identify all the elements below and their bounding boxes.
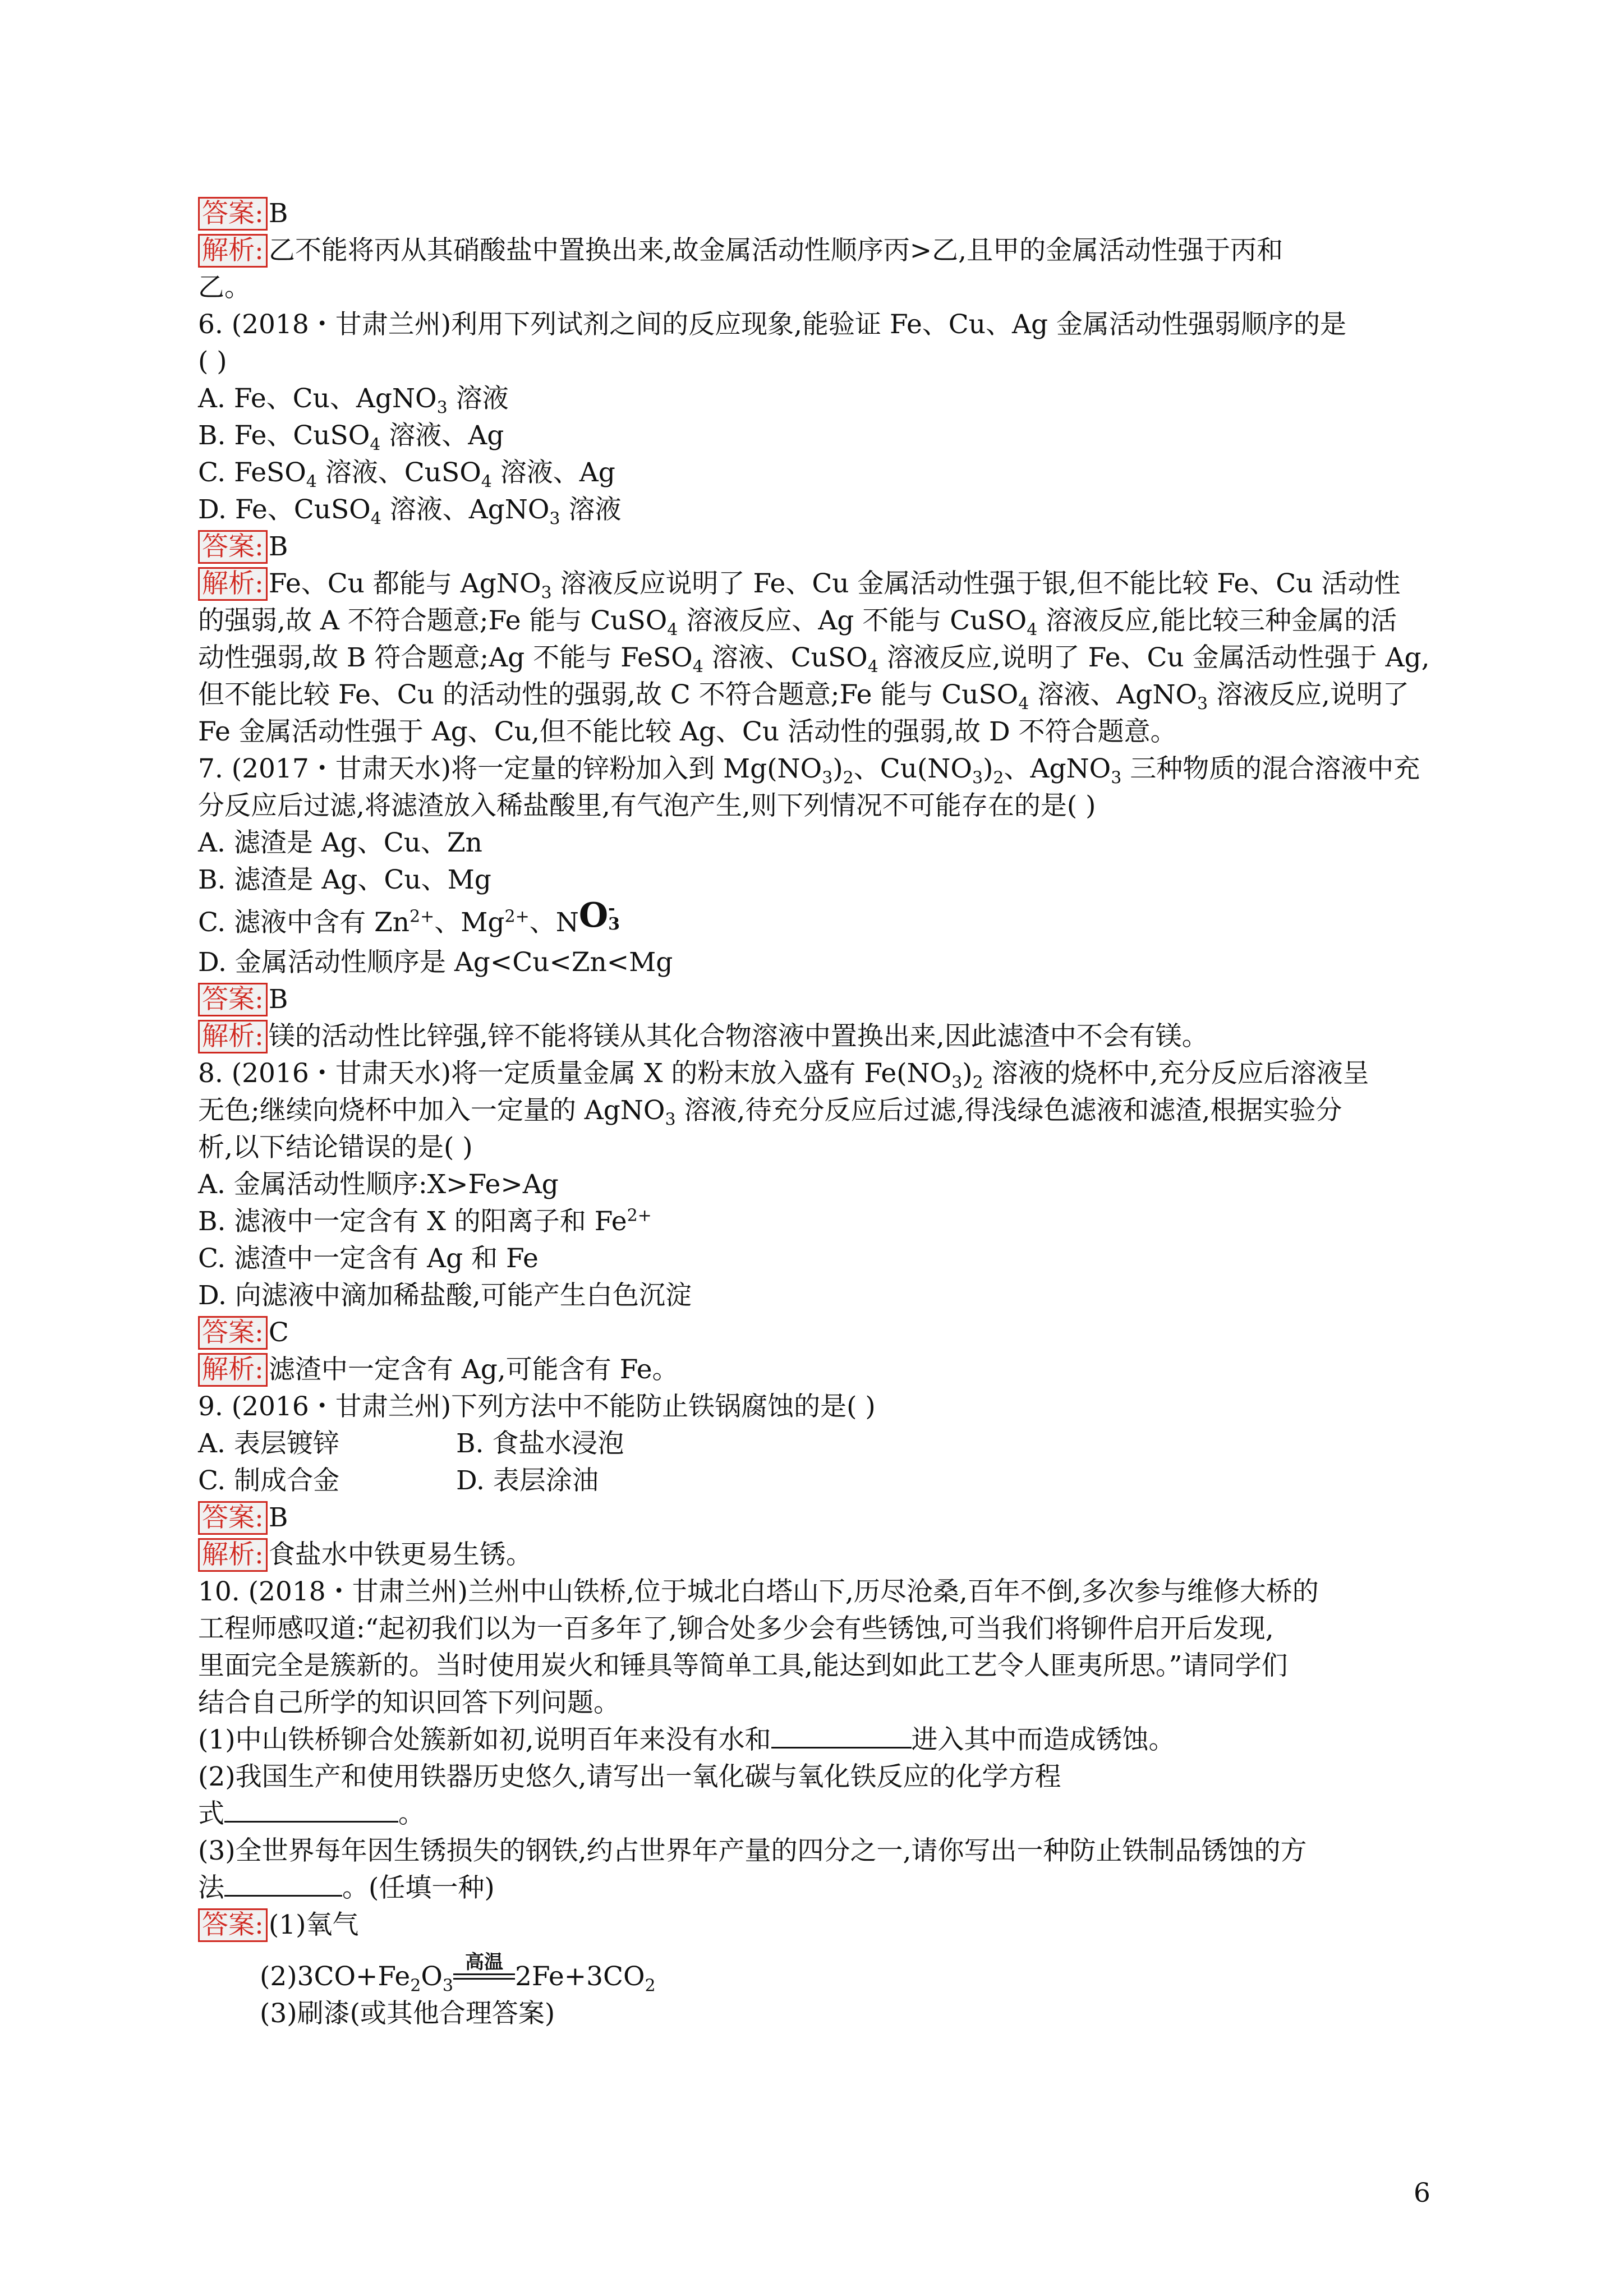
sub-question-2: 式 。 [198,1798,425,1829]
option-b: B. 滤液中一定含有 X 的阳离子和 $Fe^{2+}$ [198,1205,652,1237]
option-c: C. 滤液中含有 $Zn^{2+}$、$Mg^{2+}$、NO - 3 [198,896,620,938]
option-b: B. 滤渣是 Ag、Cu、Mg [198,864,491,895]
option-a: A. Fe、Cu、AgNO$_3$ 溶液 [198,383,509,418]
nitrate-o-glyph: O [578,896,609,935]
answer-line: 答案: B [198,195,1449,232]
answer-tag: 答案: [198,197,268,231]
answer-line: 答案: B [198,528,1449,565]
options-row [198,1462,1449,1499]
question-stem: 析,以下结论错误的是( ) [198,1132,473,1163]
document-body [198,195,1449,2032]
option-d: D. 金属活动性顺序是 Ag<Cu<Zn<Mg [198,947,673,978]
analysis-tag: 解析: [198,234,268,268]
answer-line: 答案: C [198,1314,1449,1351]
answer-line: 答案: B [198,981,1449,1018]
option-a: A. 金属活动性顺序:X>Fe>Ag [198,1169,559,1200]
option-c: C. FeSO$_4$ 溶液、CuSO$_4$ 溶液、Ag [198,457,615,492]
analysis-line: 解析: 食盐水中铁更易生锈。 [198,1536,1449,1573]
question-stem: 8. (2016・甘肃天水)将一定质量金属 X 的粉末放入盛有 $Fe(NO_3)_2$ 溶液的烧杯中,充分反应后溶液呈 [198,1058,1369,1093]
sub-question-1: (1)中山铁桥铆合处簇新如初,说明百年来没有水和 进入其中而造成锈蚀。 [198,1724,1175,1755]
reaction-condition-arrow: 高温 [453,1973,515,1985]
analysis-line: 乙。 [198,272,251,303]
analysis-tag: 解析: [198,1353,268,1387]
equation-line: $(2)3CO+Fe_2O_3$ 高温 $2Fe+3CO_2$ [260,1951,656,1996]
option-b: B. Fe、CuSO$_4$ 溶液、Ag [198,420,504,455]
question-stem: 无色;继续向烧杯中加入一定量的 AgNO$_3$ 溶液,待充分反应后过滤,得浅绿色滤液和滤渣,根据实验分 [198,1095,1342,1130]
analysis-line: 解析: 乙不能将丙从其硝酸盐中置换出来,故金属活动性顺序丙>乙,且甲的金属活动性强于丙和 [198,232,1449,269]
analysis-tag: 解析: [198,1020,268,1053]
question-stem: 10. (2018・甘肃兰州)兰州中山铁桥,位于城北白塔山下,历尽沧桑,百年不倒,多次参与维修大桥的 [198,1576,1319,1607]
analysis-line: Fe 金属活动性强于 Ag、Cu,但不能比较 Ag、Cu 活动性的强弱,故 D 不符合题意。 [198,716,1177,747]
question-stem: 结合自己所学的知识回答下列问题。 [198,1687,620,1718]
option-a: A. 滤渣是 Ag、Cu、Zn [198,827,482,858]
answer-tag: 答案: [198,1501,268,1535]
option-c: C. 滤渣中一定含有 Ag 和 Fe [198,1243,539,1274]
analysis-line: 动性强弱,故 B 符合题意;Ag 不能与 FeSO$_4$ 溶液、CuSO$_4$ 溶液反应,说明了 Fe、Cu 金属活动性强于 Ag, [198,642,1430,677]
option-d: D. Fe、CuSO$_4$ 溶液、AgNO$_3$ 溶液 [198,494,622,529]
option-d: D. 表层涂油 [456,1465,599,1496]
answer-tag: 答案: [198,1908,268,1942]
analysis-line: 的强弱,故 A 不符合题意;Fe 能与 CuSO$_4$ 溶液反应、Ag 不能与 CuSO$_4$ 溶液反应,能比较三种金属的活 [198,605,1397,640]
analysis-line: 但不能比较 Fe、Cu 的活动性的强弱,故 C 不符合题意;Fe 能与 CuSO$_4$ 溶液、AgNO$_3$ 溶液反应,说明了 [198,679,1409,714]
answer-item: (3)刷漆(或其他合理答案) [260,1998,555,2029]
option-a: A. 表层镀锌 [198,1428,339,1459]
answer-tag: 答案: [198,530,268,564]
options-row [198,1425,1449,1462]
sub-question-2: (2)我国生产和使用铁器历史悠久,请写出一氧化碳与氧化铁反应的化学方程 [198,1761,1061,1792]
analysis-line: 解析: Fe、Cu 都能与 AgNO$_3$ 溶液反应说明了 Fe、Cu 金属活动性强于银,但不能比较 Fe、Cu 活动性 [198,565,1449,602]
question-stem: 分反应后过滤,将滤渣放入稀盐酸里,有气泡产生,则下列情况不可能存在的是( ) [198,790,1096,821]
fill-blank[interactable] [224,1798,398,1823]
sub-question-3: 法 。(任填一种) [198,1872,495,1903]
option-d: D. 向滤液中滴加稀盐酸,可能产生白色沉淀 [198,1280,692,1311]
analysis-line: 解析: 滤渣中一定含有 Ag,可能含有 Fe。 [198,1351,1449,1388]
answer-tag: 答案: [198,983,268,1016]
sub-question-3: (3)全世界每年因生锈损失的钢铁,约占世界年产量的四分之一,请你写出一种防止铁制品锈蚀的方 [198,1835,1307,1866]
page-number: 6 [1414,2178,1430,2208]
fill-blank[interactable] [224,1872,342,1897]
question-stem: 9. (2016・甘肃兰州)下列方法中不能防止铁锅腐蚀的是( ) [198,1391,876,1422]
question-stem: 7. (2017・甘肃天水)将一定量的锌粉加入到 $Mg(NO_3)_2$、$Cu(NO_3)_2$、AgNO$_3$ 三种物质的混合溶液中充 [198,753,1420,788]
answer-line: 答案: (1)氧气 [198,1907,1449,1944]
option-c: C. 制成合金 [198,1465,340,1496]
analysis-tag: 解析: [198,1538,268,1572]
fill-blank[interactable] [771,1724,912,1749]
question-stem: 工程师感叹道:“起初我们以为一百多年了,铆合处多少会有些锈蚀,可当我们将铆件启开后发现, [198,1613,1274,1644]
analysis-tag: 解析: [198,567,268,601]
option-b: B. 食盐水浸泡 [456,1428,624,1459]
analysis-line: 解析: 镁的活动性比锌强,锌不能将镁从其化合物溶液中置换出来,因此滤渣中不会有镁。 [198,1018,1449,1055]
question-stem: 里面完全是簇新的。当时使用炭火和锤具等简单工具,能达到如此工艺令人匪夷所思。”请同学们 [198,1650,1288,1681]
answer-line: 答案: B [198,1499,1449,1536]
question-stem: ( ) [198,346,227,377]
answer-tag: 答案: [198,1316,268,1350]
question-stem: 6. (2018・甘肃兰州)利用下列试剂之间的反应现象,能验证 Fe、Cu、Ag 金属活动性强弱顺序的是 [198,309,1346,340]
